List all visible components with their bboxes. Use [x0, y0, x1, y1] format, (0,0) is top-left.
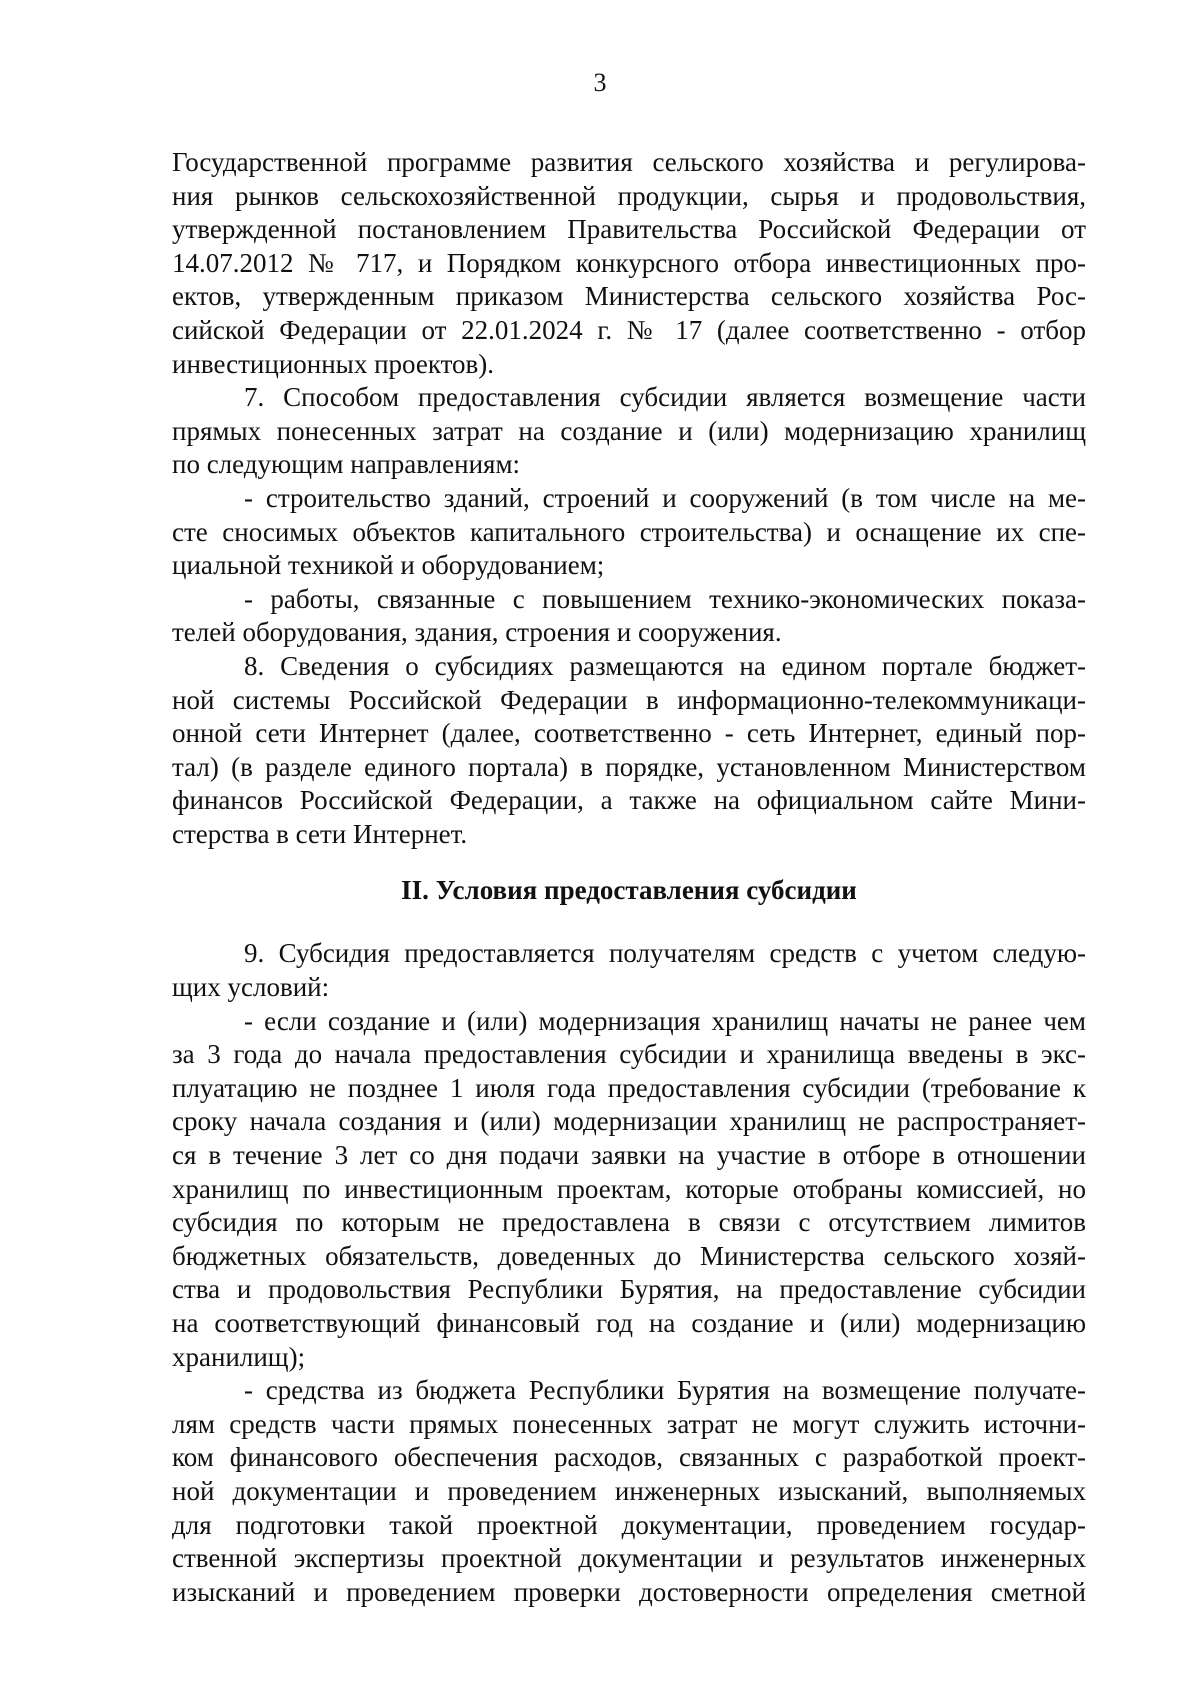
text-line: сроку начала создания и (или) модернизации хранилищ не распространяет- — [172, 1106, 1086, 1137]
text-line: ком финансового обеспечения расходов, связанных с разработкой проект- — [172, 1442, 1086, 1473]
text-line: сте сносимых объектов капитального строительства) и оснащение их спе- — [172, 516, 1086, 547]
paragraph-block-2 — [172, 937, 1086, 1609]
text-line: сийской Федерации от 22.01.2024 г. № 17 (далее соответственно - отбор — [172, 314, 1086, 345]
text-line: хранилищ); — [172, 1341, 306, 1372]
text-line: Государственной программе развития сельского хозяйства и регулирова- — [172, 147, 1086, 177]
text-line: хранилищ по инвестиционным проектам, которые отобраны комиссией, но — [172, 1173, 1086, 1204]
text-line: ственной экспертизы проектной документации и результатов инженерных — [172, 1543, 1086, 1574]
text-line: ния рынков сельскохозяйственной продукции, сырья и продовольствия, — [172, 180, 1086, 211]
text-line: на соответствующий финансовый год на создание и (или) модернизацию — [172, 1308, 1086, 1338]
text-line: инвестиционных проектов). — [172, 348, 495, 379]
text-line: прямых понесенных затрат на создание и (или) модернизацию хранилищ — [172, 415, 1086, 446]
text-line: тал) (в разделе единого портала) в порядке, установленном Министерством — [172, 751, 1086, 782]
text-line: ной документации и проведением инженерных изысканий, выполняемых — [172, 1475, 1086, 1506]
text-line: ся в течение 3 лет со дня подачи заявки на участие в отборе в отношении — [172, 1140, 1086, 1171]
document-body — [172, 146, 1086, 1609]
text-line: телей оборудования, здания, строения и сооружения. — [172, 617, 782, 648]
text-line: - работы, связанные с повышением технико-экономических показа- — [244, 583, 1086, 614]
text-line: ства и продовольствия Республики Бурятия, на предоставление субсидии — [172, 1274, 1086, 1305]
text-line: финансов Российской Федерации, а также на официальном сайте Мини- — [172, 785, 1086, 816]
text-line: лям средств части прямых понесенных затрат не могут служить источни- — [172, 1408, 1086, 1439]
text-line: 8. Сведения о субсидиях размещаются на едином портале бюджет- — [244, 650, 1086, 681]
text-line: циальной техникой и оборудованием; — [172, 550, 605, 581]
text-line: бюджетных обязательств, доведенных до Министерства сельского хозяй- — [172, 1240, 1086, 1271]
text-line: утвержденной постановлением Правительства Российской Федерации от — [172, 214, 1086, 245]
text-line: за 3 года до начала предоставления субсидии и хранилища введены в экс- — [172, 1039, 1086, 1070]
text-line: изысканий и проведением проверки достоверности определения сметной — [172, 1576, 1086, 1607]
text-line: - строительство зданий, строений и сооружений (в том числе на ме- — [244, 482, 1086, 513]
section-heading: II. Условия предоставления субсидии — [401, 875, 857, 906]
page-number: 3 — [593, 68, 607, 97]
text-line: 9. Субсидия предоставляется получателям средств с учетом следую- — [244, 938, 1086, 969]
text-line: по следующим направлениям: — [172, 449, 521, 480]
text-line: для подготовки такой проектной документации, проведением государ- — [172, 1509, 1086, 1540]
text-line: ектов, утвержденным приказом Министерства сельского хозяйства Рос- — [172, 281, 1086, 312]
text-line: онной сети Интернет (далее, соответственно - сеть Интернет, единый пор- — [172, 718, 1086, 749]
text-line: плуатацию не позднее 1 июля года предоставления субсидии (требование к — [172, 1072, 1086, 1103]
text-line: 14.07.2012 № 717, и Порядком конкурсного отбора инвестиционных про- — [172, 247, 1086, 278]
text-line: щих условий: — [172, 972, 330, 1003]
text-line: стерства в сети Интернет. — [172, 818, 468, 849]
text-line: субсидия по которым не предоставлена в связи с отсутствием лимитов — [172, 1207, 1086, 1238]
text-line: ной системы Российской Федерации в информационно-телекоммуникаци- — [172, 684, 1086, 715]
text-line: - средства из бюджета Республики Бурятия на возмещение получате- — [244, 1375, 1086, 1406]
text-line: - если создание и (или) модернизация хранилищ начаты не ранее чем — [244, 1005, 1086, 1036]
text-line: 7. Способом предоставления субсидии является возмещение части — [244, 382, 1086, 413]
paragraph-block-1 — [172, 146, 1086, 851]
